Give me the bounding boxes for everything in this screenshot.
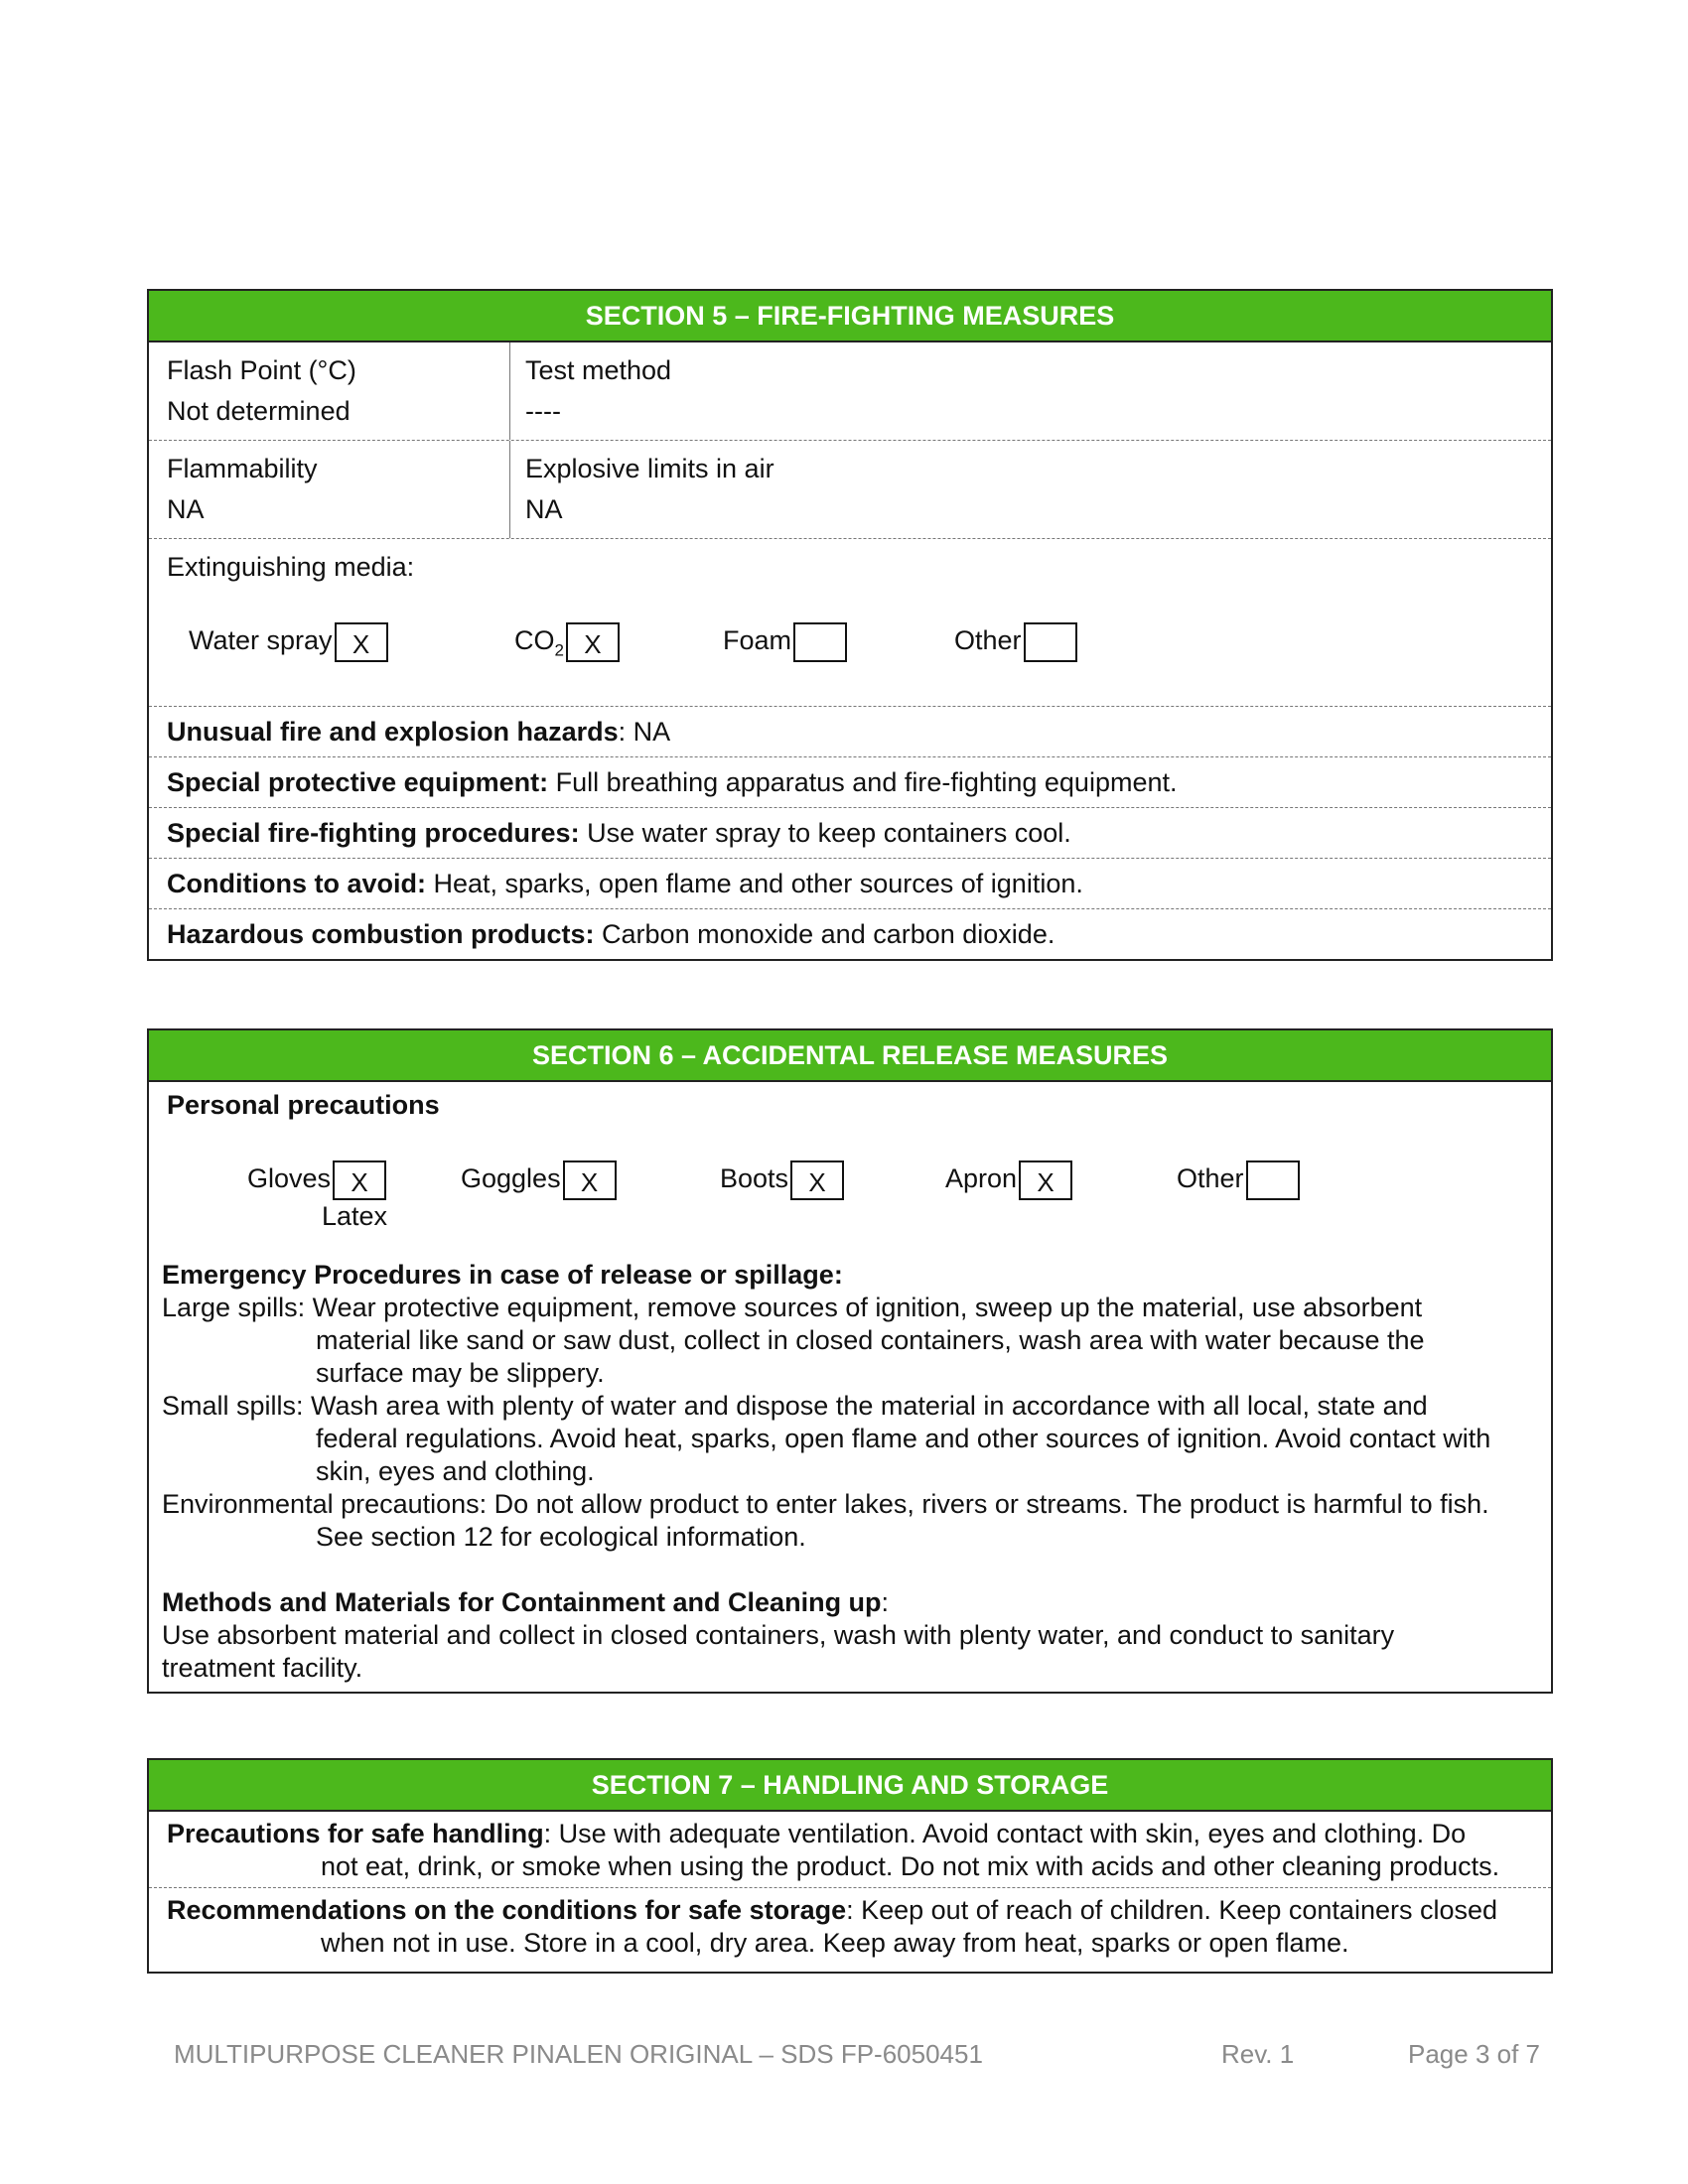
small-spills: Small spills: Wash area with plenty of water and dispose the material in accordance with all local, state and federal regulations. Avoid heat, sparks, open flame and other sources of ignition. Avoid contact with skin, eyes and clothing. [162,1391,1491,1486]
ppe-goggles: Goggles X [461,1156,617,1201]
unusual-hazards-row: Unusual fire and explosion hazards: NA [149,707,1551,757]
fire-fighting-procedures-row: Special fire-fighting procedures: Use water spray to keep containers cool. [149,808,1551,859]
extinguishing-media-label: Extinguishing media: [167,552,415,582]
combustion-products-row: Hazardous combustion products: Carbon monoxide and carbon dioxide. [167,919,1055,949]
other-ppe-checkbox[interactable] [1246,1160,1300,1200]
environmental-precautions: Environmental precautions: Do not allow product to enter lakes, rivers or streams. The product is harmful to fish. See section 12 for ecological information. [162,1489,1489,1552]
footer-revision: Rev. 1 [1221,2039,1295,2069]
personal-precautions-label: Personal precautions [167,1090,440,1120]
flammability-value: NA [167,494,205,524]
flammability-label: Flammability [167,454,318,483]
gloves-note: Latex [322,1201,388,1231]
section-5 [147,289,1553,961]
media-co2: $CO_2$ X [514,617,620,663]
gloves-checkbox[interactable]: X [333,1160,386,1200]
ppe-other: Other [1177,1156,1300,1201]
other-media-checkbox[interactable] [1024,622,1077,662]
conditions-to-avoid-row: Conditions to avoid: Heat, sparks, open flame and other sources of ignition. [149,859,1551,909]
ppe-gloves: Gloves X [247,1156,386,1201]
section-7-header: SECTION 7 – HANDLING AND STORAGE [149,1760,1551,1812]
footer-page-number: Page 3 of 7 [1408,2039,1540,2069]
safe-storage-row: Recommendations on the conditions for safe storage: Keep out of reach of children. Keep containers closed when not in use. Store in a cool, dry area. Keep away from heat, sparks or open flame. [167,1895,1498,1958]
protective-equipment-row: Special protective equipment: Full breathing apparatus and fire-fighting equipment. [149,757,1551,808]
section-6 [147,1028,1553,1694]
flash-point-row [149,342,1551,441]
ppe-checkboxes [149,1156,1551,1245]
emergency-procedures [149,1259,1551,1685]
section-5-header: SECTION 5 – FIRE-FIGHTING MEASURES [149,291,1551,342]
goggles-checkbox[interactable]: X [563,1160,617,1200]
large-spills: Large spills: Wear protective equipment, remove sources of ignition, sweep up the material, use absorbent material like sand or saw dust, collect in closed containers, wash area with water because the surface may be slippery. [162,1293,1425,1388]
ppe-boots: Boots X [720,1156,844,1201]
section-6-header: SECTION 6 – ACCIDENTAL RELEASE MEASURES [149,1030,1551,1082]
media-other: Other [954,617,1077,663]
footer-document-title: MULTIPURPOSE CLEANER PINALEN ORIGINAL – SDS FP-6050451 [174,2039,983,2069]
water-spray-checkbox[interactable]: X [335,622,388,662]
extinguishing-media [149,539,1551,707]
flammability-row [149,441,1551,539]
test-method-value: ---- [525,396,561,426]
test-method-label: Test method [525,355,672,385]
media-foam: Foam [723,617,847,663]
flash-point-label: Flash Point (°C) [167,355,356,385]
section-7 [147,1758,1553,1974]
flash-point-value: Not determined [167,396,351,426]
explosive-limits-label: Explosive limits in air [525,454,774,483]
media-water-spray: Water spray X [189,617,388,663]
foam-checkbox[interactable] [793,622,847,662]
apron-checkbox[interactable]: X [1019,1160,1072,1200]
safe-handling-row: Precautions for safe handling: Use with adequate ventilation. Avoid contact with skin, eyes and clothing. Do not eat, drink, or smoke when using the product. Do not mix with acids and other cleaning products. [149,1812,1551,1888]
containment-methods: Methods and Materials for Containment and Cleaning up: Use absorbent material and collect in closed containers, wash with plenty water, and conduct to sanitary treatment facility. [162,1587,1395,1683]
co2-checkbox[interactable]: X [566,622,620,662]
emergency-title: Emergency Procedures in case of release or spillage: [162,1260,843,1290]
boots-checkbox[interactable]: X [790,1160,844,1200]
ppe-apron: Apron X [945,1156,1072,1201]
explosive-limits-value: NA [525,494,563,524]
